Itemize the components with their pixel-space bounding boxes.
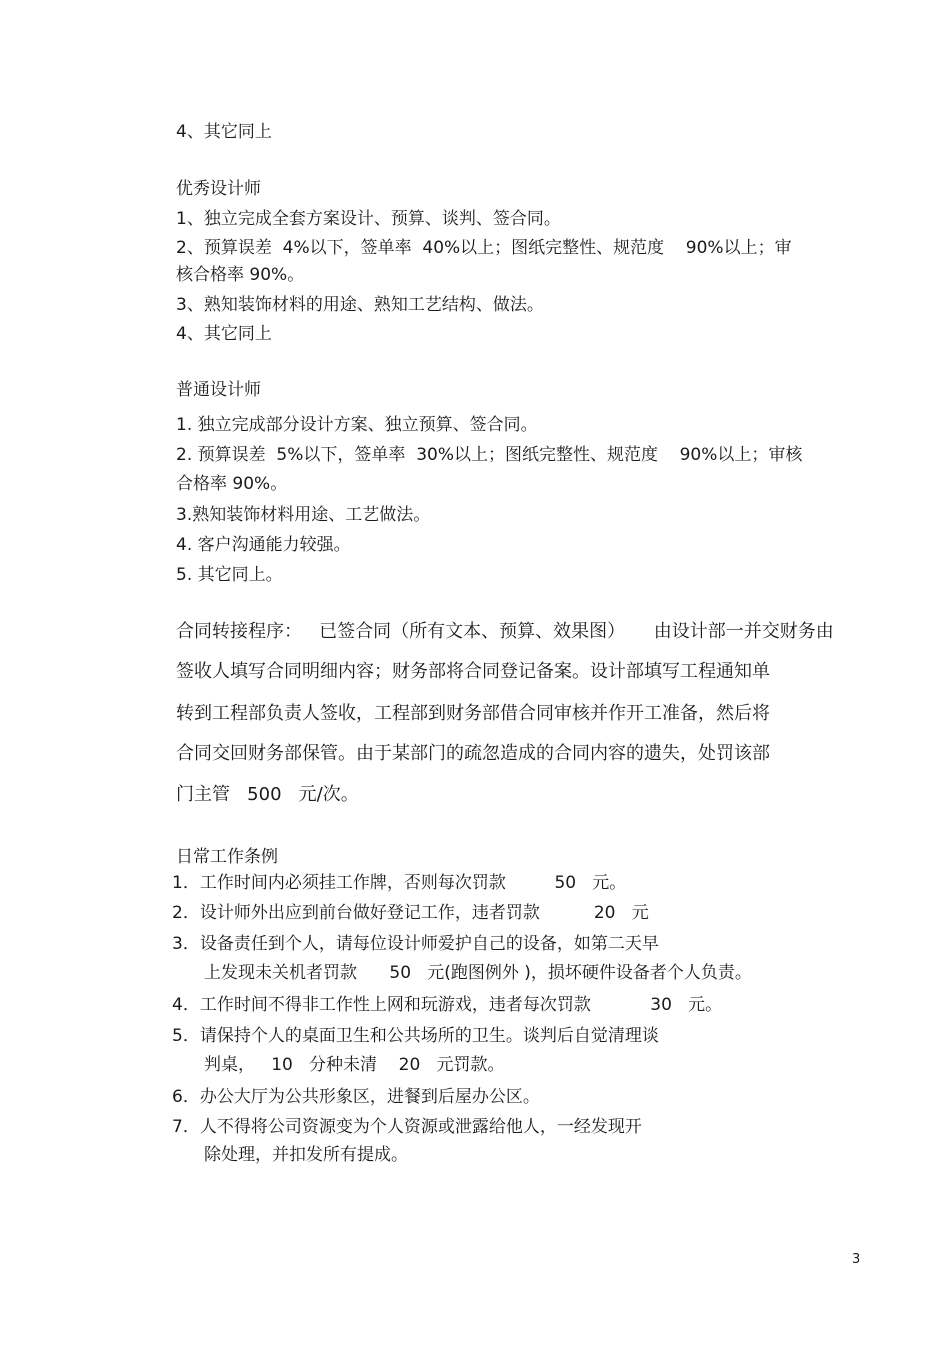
excellent-item-2: 2、预算误差 4%以下，签单率 40%以上；图纸完整性、规范度 90%以上；审 [176,238,792,258]
excellent-designer-heading: 优秀设计师 [176,179,261,199]
daily-rule-5: 5．请保持个人的桌面卫生和公共场所的卫生。谈判后自觉清理谈 [172,1026,659,1046]
regular-designer-heading: 普通设计师 [176,380,261,400]
daily-rules-heading: 日常工作条例 [176,847,278,867]
previous-item-4: 4、其它同上 [176,122,272,142]
daily-rule-4: 4．工作时间不得非工作性上网和玩游戏，违者每次罚款 30 元。 [172,995,723,1015]
daily-rule-7-cont: 除处理，并扣发所有提成。 [204,1145,408,1165]
daily-rule-3: 3．设备责任到个人，请每位设计师爱护自己的设备，如第二天早 [172,934,659,954]
contract-transfer-line-3: 转到工程部负责人签收，工程部到财务部借合同审核并作开工准备，然后将 [176,703,770,724]
excellent-item-3: 3、熟知装饰材料的用途、熟知工艺结构、做法。 [176,295,544,315]
contract-transfer-line-5: 门主管 500 元/次。 [176,784,359,805]
daily-rule-5-cont: 判桌， 10 分种未清 20 元罚款。 [204,1055,505,1075]
regular-item-1: 1. 独立完成部分设计方案、独立预算、签合同。 [176,415,538,435]
daily-rule-2: 2．设计师外出应到前台做好登记工作，违者罚款 20 元 [172,903,649,923]
regular-item-5: 5. 其它同上。 [176,565,283,585]
daily-rule-7: 7．人不得将公司资源变为个人资源或泄露给他人，一经发现开 [172,1117,642,1137]
page-number: 3 [852,1252,861,1267]
regular-item-2: 2. 预算误差 5%以下，签单率 30%以上；图纸完整性、规范度 90%以上；审核 [176,445,803,465]
contract-transfer-line-1: 合同转接程序： 已签合同（所有文本、预算、效果图） 由设计部一并交财务由 [176,621,834,642]
daily-rule-3-cont: 上发现未关机者罚款 50 元(跑图例外 )，损坏硬件设备者个人负责。 [204,963,752,983]
regular-item-2-cont: 合格率 90%。 [176,474,288,494]
contract-transfer-line-2: 签收人填写合同明细内容；财务部将合同登记备案。设计部填写工程通知单 [176,661,770,682]
excellent-item-4: 4、其它同上 [176,324,272,344]
regular-item-4: 4. 客户沟通能力较强。 [176,535,351,555]
daily-rule-6: 6．办公大厅为公共形象区，进餐到后屋办公区。 [172,1087,540,1107]
daily-rule-1: 1．工作时间内必须挂工作牌，否则每次罚款 50 元。 [172,873,627,893]
excellent-item-1: 1、独立完成全套方案设计、预算、谈判、签合同。 [176,209,561,229]
excellent-item-2-cont: 核合格率 90%。 [176,265,305,285]
contract-transfer-line-4: 合同交回财务部保管。由于某部门的疏忽造成的合同内容的遗失，处罚该部 [176,743,770,764]
regular-item-3: 3.熟知装饰材料用途、工艺做法。 [176,505,431,525]
